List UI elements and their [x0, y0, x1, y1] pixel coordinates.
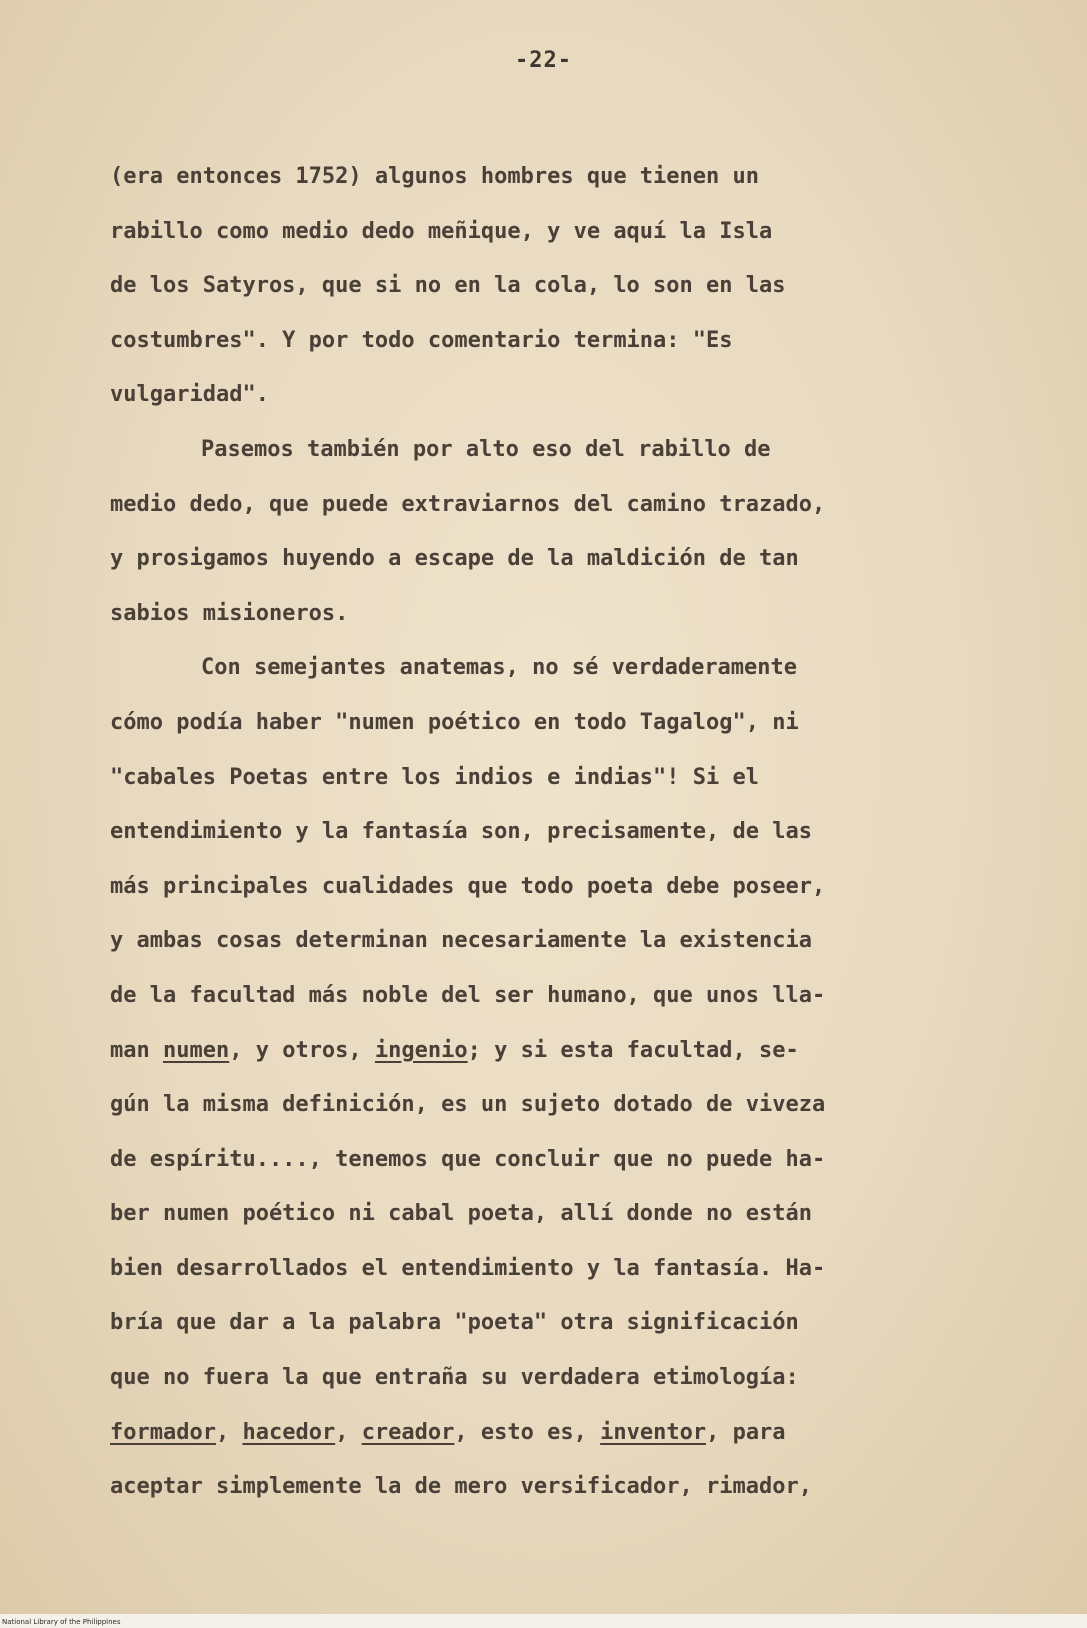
- underlined-word: ingenio: [374, 1037, 468, 1063]
- page-number: -22-: [515, 48, 572, 73]
- text-line: de espíritu...., tenemos que concluir que no puede ha-: [110, 1146, 826, 1172]
- underlined-word: hacedor: [242, 1419, 336, 1445]
- text-fragment: man: [110, 1037, 163, 1063]
- text-line: que no fuera la que entraña su verdadera etimología:: [110, 1365, 799, 1391]
- text-line: rabillo como medio dedo meñique, y ve aquí la Isla: [110, 218, 773, 244]
- text-line: de la facultad más noble del ser humano, que unos lla-: [110, 982, 826, 1008]
- text-fragment: ,: [215, 1419, 243, 1445]
- text-line: entendimiento y la fantasía son, precisamente, de las: [110, 819, 812, 845]
- underlined-word: inventor: [600, 1419, 707, 1445]
- text-line: y ambas cosas determinan necesariamente la existencia: [110, 928, 812, 954]
- text-line: Pasemos también por alto eso del rabillo de: [201, 436, 771, 462]
- text-line: sabios misioneros.: [110, 600, 349, 626]
- underlined-word: numen: [162, 1037, 230, 1063]
- underlined-word: creador: [361, 1419, 455, 1445]
- text-line: (era entonces 1752) algunos hombres que tienen un: [110, 164, 760, 189]
- text-line: gún la misma definición, es un sujeto dotado de viveza: [110, 1092, 826, 1118]
- text-line: cómo podía haber "numen poético en todo Tagalog", ni: [110, 709, 799, 735]
- library-footer: National Library of the Philippines: [2, 1618, 121, 1626]
- body-text: [110, 150, 990, 1515]
- underlined-word: formador: [110, 1419, 216, 1445]
- text-line: bien desarrollados el entendimiento y la fantasía. Ha-: [110, 1255, 826, 1281]
- text-line: vulgaridad".: [110, 382, 269, 408]
- text-fragment: ,: [335, 1419, 362, 1445]
- text-fragment: ; y si esta facultad, se-: [467, 1037, 799, 1063]
- footer-strip: [0, 1614, 1087, 1628]
- text-line: aceptar simplemente la de mero versificador, rimador,: [110, 1474, 812, 1500]
- text-fragment: , y otros,: [229, 1037, 375, 1063]
- text-line: bría que dar a la palabra "poeta" otra significación: [110, 1310, 799, 1336]
- text-line: costumbres". Y por todo comentario termina: "Es: [110, 327, 733, 353]
- text-fragment: , para: [706, 1419, 786, 1445]
- text-fragment: , esto es,: [454, 1419, 601, 1445]
- text-line-with-underlines: [110, 1024, 990, 1079]
- text-line: ber numen poético ni cabal poeta, allí donde no están: [110, 1201, 812, 1227]
- text-line: medio dedo, que puede extraviarnos del camino trazado,: [110, 491, 826, 517]
- text-line: y prosigamos huyendo a escape de la maldición de tan: [110, 546, 799, 572]
- text-line-with-underlines: [110, 1406, 990, 1461]
- text-line: Con semejantes anatemas, no sé verdaderamente: [201, 655, 798, 681]
- text-line: "cabales Poetas entre los indios e indias"! Si el: [110, 764, 760, 790]
- text-line: de los Satyros, que si no en la cola, lo son en las: [110, 273, 786, 299]
- text-line: más principales cualidades que todo poeta debe poseer,: [110, 873, 826, 899]
